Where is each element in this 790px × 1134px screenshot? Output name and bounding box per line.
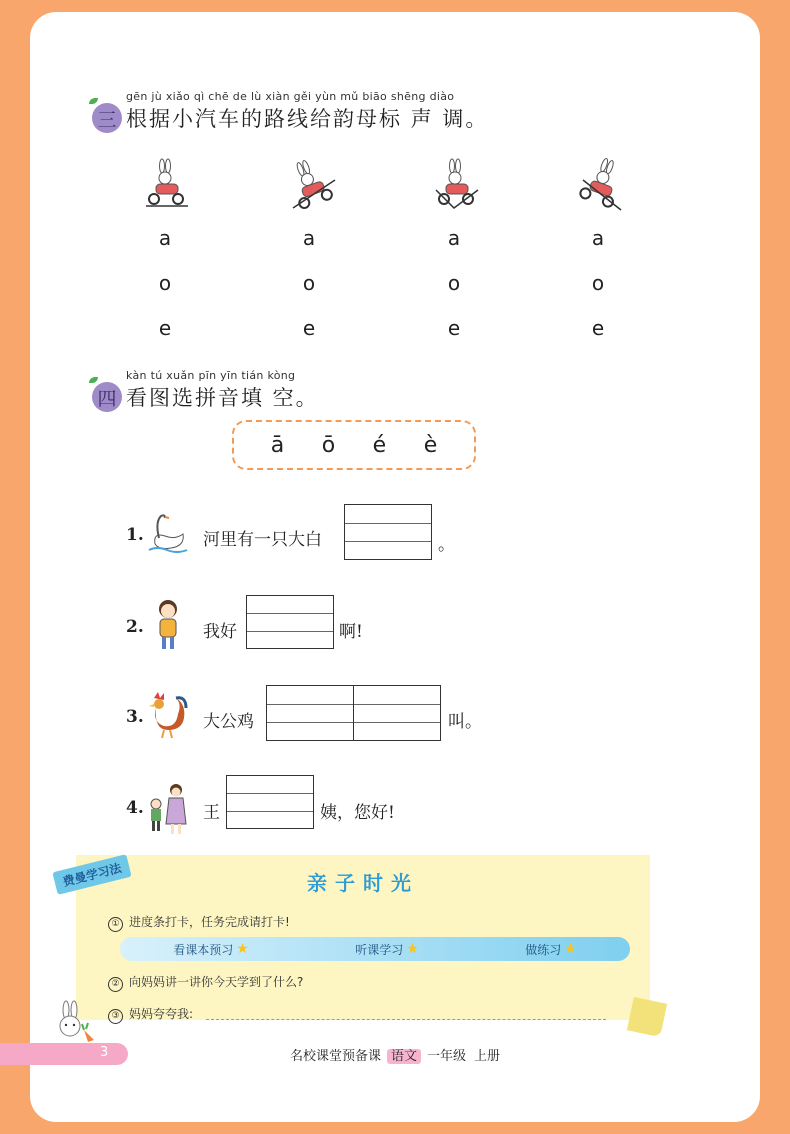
question-2-text: 我好 xyxy=(203,622,237,642)
question-number: 3. xyxy=(126,707,144,727)
page-curl xyxy=(627,997,667,1037)
option-a-first-tone: ā xyxy=(270,432,285,458)
leaf-icon xyxy=(89,98,98,104)
panel-line-3 xyxy=(108,1005,193,1024)
circled-number: ① xyxy=(108,917,123,932)
vowel-e: e xyxy=(447,316,461,340)
volume: 上册 xyxy=(474,1049,501,1064)
question-1-end: 。 xyxy=(438,535,455,555)
bunny-carrot-icon xyxy=(50,1000,106,1046)
panel-line-1-text: 进度条打卡，任务完成请打卡! xyxy=(129,915,290,929)
bunny-motorbike-flat-icon xyxy=(138,156,198,216)
vowel-a: a xyxy=(591,226,605,250)
option-o-first-tone: ō xyxy=(321,432,336,458)
vowel-e: e xyxy=(302,316,316,340)
section-3-pinyin: gēn jù xiǎo qì chē de lù xiàn gěi yùn mǔ biāo shēng diào xyxy=(126,90,455,103)
answer-grid-1[interactable] xyxy=(344,504,432,560)
option-e-fourth-tone: è xyxy=(423,432,438,458)
vowel-o: o xyxy=(591,271,605,295)
leaf-icon xyxy=(89,377,98,383)
panel-line-1 xyxy=(108,913,290,932)
question-1-text: 河里有一只大白 xyxy=(203,530,322,550)
vowel-o: o xyxy=(447,271,461,295)
section-4-title: 看图选拼音填 空。 xyxy=(126,386,319,410)
star-icon: ★ xyxy=(236,941,249,957)
subject-badge: 语文 xyxy=(387,1049,421,1064)
section-4-number: 四 xyxy=(97,387,117,410)
section-4-pinyin: kàn tú xuǎn pīn yīn tián kòng xyxy=(126,369,296,382)
section-3-number: 三 xyxy=(97,108,117,131)
footer-book-info xyxy=(0,1045,790,1064)
question-3-text: 大公鸡 xyxy=(203,712,254,732)
vowel-a: a xyxy=(158,226,172,250)
answer-grid-4[interactable] xyxy=(226,775,314,829)
question-2-end: 啊! xyxy=(339,622,363,642)
circled-number: ③ xyxy=(108,1009,123,1024)
vowel-o: o xyxy=(302,271,316,295)
star-icon: ★ xyxy=(564,941,577,957)
vowel-a: a xyxy=(447,226,461,250)
section-3-badge xyxy=(92,103,122,133)
grade: 一年级 xyxy=(427,1049,467,1064)
vowel-o: o xyxy=(158,271,172,295)
bunny-motorbike-rising-icon xyxy=(283,156,343,216)
question-number: 4. xyxy=(126,798,144,818)
checkin-exercise[interactable]: 做练习 ★ xyxy=(525,941,577,957)
progress-checkin-bar xyxy=(120,937,630,961)
book-title: 名校课堂预备课 xyxy=(289,1049,381,1064)
answer-grid-3[interactable] xyxy=(266,685,441,741)
section-4-header xyxy=(92,369,319,412)
option-e-second-tone: é xyxy=(372,432,387,458)
panel-title: 亲子时光 xyxy=(307,871,419,895)
page-number: 3 xyxy=(100,1045,109,1060)
question-number: 1. xyxy=(126,525,144,545)
section-3-header xyxy=(92,90,488,133)
answer-grid-2[interactable] xyxy=(246,595,334,649)
bunny-motorbike-dip-icon xyxy=(428,156,488,216)
parent-child-panel xyxy=(61,855,650,1021)
praise-write-line[interactable] xyxy=(206,1019,606,1020)
feynman-method-tag: 费曼学习法 xyxy=(52,854,131,895)
panel-line-2-text: 向妈妈讲一讲你今天学到了什么? xyxy=(129,975,304,989)
vowel-a: a xyxy=(302,226,316,250)
pinyin-options-box xyxy=(232,420,476,470)
question-number: 2. xyxy=(126,617,144,637)
bunny-motorbike-falling-icon xyxy=(573,156,633,216)
circled-number: ② xyxy=(108,977,123,992)
swan-icon xyxy=(145,510,191,556)
question-4-text: 王 xyxy=(203,803,220,823)
vowel-e: e xyxy=(591,316,605,340)
boy-and-woman-icon xyxy=(146,780,190,836)
section-3-title: 根据小汽车的路线给韵母标 声 调。 xyxy=(126,107,489,131)
checkin-preview[interactable]: 看课本预习 ★ xyxy=(173,941,249,957)
checkin-lesson[interactable]: 听课学习 ★ xyxy=(355,941,419,957)
rooster-icon xyxy=(146,690,188,740)
girl-icon xyxy=(150,597,186,653)
panel-line-3-text: 妈妈夸夸我: xyxy=(129,1007,194,1021)
vowel-e: e xyxy=(158,316,172,340)
panel-line-2 xyxy=(108,973,303,992)
section-4-badge xyxy=(92,382,122,412)
question-3-end: 叫。 xyxy=(448,712,482,732)
question-4-end: 姨，您好! xyxy=(320,803,395,823)
star-icon: ★ xyxy=(406,941,419,957)
